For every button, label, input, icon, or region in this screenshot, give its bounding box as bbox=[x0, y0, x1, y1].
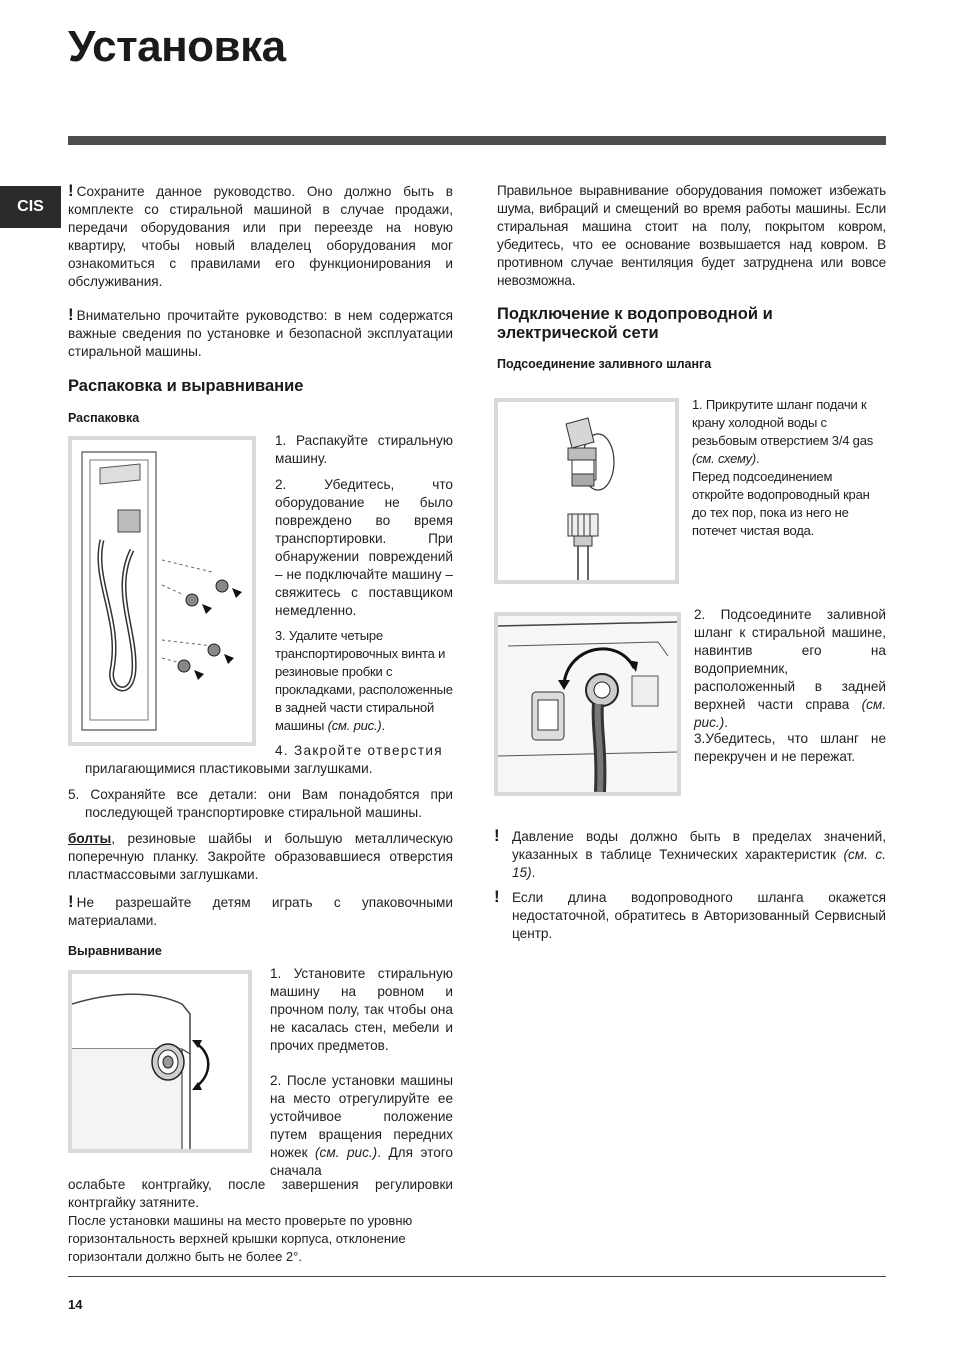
level-step-2-text: 2. После установки машины на место отрегулируйте ее устойчивое положение путем вращения передних ножек bbox=[270, 1073, 453, 1160]
hose-step-1-text: 1. Прикрутите шланг подачи к крану холодной воды с резьбовым отверстием 3/4 gas bbox=[692, 397, 874, 448]
unpack-step-2: 2. Убедитесь, что оборудование не было повреждено во время транспортировки. При обнаружении повреждений – не подключайте машину – свяжитесь с поставщиком немедленно. bbox=[275, 477, 453, 618]
level-step-2 bbox=[270, 1072, 453, 1180]
section-water-electric: Подключение к водопроводной и электрической сети bbox=[497, 305, 773, 342]
warning-icon: ! bbox=[68, 892, 74, 911]
note-read-manual-text: Внимательно прочитайте руководство: в нем содержатся важные сведения по установке и безопасной эксплуатации стиральной машины. bbox=[68, 308, 453, 359]
note-hose-length bbox=[494, 889, 886, 945]
note-keep-manual bbox=[68, 182, 453, 291]
level-step-2-continued: ослабьте контргайку, после завершения регулировки контргайку затяните. bbox=[68, 1177, 453, 1210]
unpack-step-3-end: . bbox=[381, 718, 385, 733]
section-unpack-level: Распаковка и выравнивание bbox=[68, 377, 304, 395]
warning-icon: ! bbox=[494, 887, 500, 906]
unpack-step-3-text: 3. Удалите четыре транспортировочных винта и резиновые пробки с прокладками, расположенные в задней части стиральной машины bbox=[275, 628, 453, 733]
bolts-word: болты bbox=[68, 831, 112, 846]
hose-step-2-ref: (см. рис.) bbox=[694, 697, 887, 730]
hose-step-2-text: 2. Подсоедините заливной шланг к стиральной машине, навинтив его на водоприемник, расположенный в задней верхней части справа bbox=[694, 607, 886, 712]
unpack-step-3 bbox=[275, 627, 453, 735]
bolts-rest: , резиновые шайбы и большую металлическую поперечную планку. Закройте образовавшиеся отверстия пластмассовыми заглушками. bbox=[68, 831, 453, 882]
level-step-2-ref: (см. рис.) bbox=[315, 1145, 378, 1160]
page-title: Установка bbox=[68, 22, 286, 71]
unpack-step-4a: 4. Закройте отверстия bbox=[275, 743, 443, 758]
hose-step-2 bbox=[694, 606, 886, 732]
leveling-foot-drawing bbox=[72, 974, 248, 1149]
hose-connection-drawing bbox=[498, 616, 677, 792]
unpack-step-1: 1. Распакуйте стиральную машину. bbox=[275, 433, 453, 466]
note-pressure-text: Давление воды должно быть в пределах значений, указанных в таблице Технических характеристик bbox=[512, 829, 886, 862]
note-water-pressure bbox=[494, 828, 886, 884]
figure-hose-connection bbox=[494, 612, 681, 796]
hose-step-2-end: . bbox=[724, 715, 729, 730]
language-tab: CIS bbox=[0, 186, 61, 228]
note-read-manual bbox=[68, 306, 453, 361]
note-hose-length-text: Если длина водопроводного шланга окажется недостаточной, обратитесь в Авторизованный Сервисный центр. bbox=[512, 890, 886, 941]
hose-step-1 bbox=[692, 396, 886, 540]
warning-icon: ! bbox=[68, 305, 74, 324]
note-pressure-end: . bbox=[531, 865, 536, 880]
unpack-step-4b: прилагающимися пластиковыми заглушками. bbox=[85, 761, 373, 776]
figure-transport-screws bbox=[68, 436, 256, 746]
level-step-1: 1. Установите стиральную машину на ровном и прочном полу, так чтобы она не касалась стен, мебели и прочих предметов. bbox=[270, 966, 453, 1053]
note-keep-manual-text: Сохраните данное руководство. Оно должно быть в комплекте со стиральной машиной в случае продажи, передачи оборудования или при переезде на новую квартиру, чтобы новый владелец оборудования мог ознакомиться с правилами его функционирования и обслуживания. bbox=[68, 184, 453, 289]
unpack-step-3-ref: (см. рис.) bbox=[327, 718, 382, 733]
hose-step-1-note: Перед подсоединением откройте водопроводный кран до тех пор, пока из него не потечет чистая вода. bbox=[692, 469, 870, 538]
header-rule bbox=[68, 136, 886, 145]
unpack-step-5: 5. Сохраняйте все детали: они Вам понадобятся при последующей транспортировке стиральной машины. bbox=[68, 787, 453, 820]
transport-screws-drawing bbox=[72, 440, 252, 742]
hose-step-1-end: . bbox=[756, 451, 760, 466]
hose-step-1-ref: (см. схему) bbox=[692, 451, 757, 466]
note-children bbox=[68, 893, 453, 930]
level-final: После установки машины на место проверьте по уровню горизонтальность верхней крышки корпуса, отклонение горизонтали должно быть не более 2°. bbox=[68, 1213, 413, 1264]
subsection-unpack: Распаковка bbox=[68, 411, 140, 425]
note-children-text: Не разрешайте детям играть с упаковочными материалами. bbox=[68, 895, 453, 928]
level-step-2-text-b: . Для этого сначала bbox=[270, 1145, 453, 1178]
tap-hose-drawing bbox=[498, 402, 675, 580]
figure-tap-hose bbox=[494, 398, 679, 584]
footer-rule bbox=[68, 1276, 886, 1277]
note-water-pressure-text bbox=[512, 828, 886, 882]
subsection-level: Выравнивание bbox=[68, 944, 162, 958]
bolts-paragraph bbox=[68, 830, 453, 884]
note-pressure-ref: (см. с. 15) bbox=[512, 847, 886, 880]
warning-icon: ! bbox=[68, 181, 74, 200]
subsection-hose: Подсоединение заливного шланга bbox=[497, 357, 712, 371]
level-intro: Правильное выравнивание оборудования поможет избежать шума, вибраций и смещений во время работы машины. Если стиральная машина стоит на полу, покрытом ковром, убедитесь, что ее основание возвышается над ковром. В противном случае вентиляция будет затруднена или вовсе невозможна. bbox=[497, 183, 886, 288]
page-number: 14 bbox=[68, 1297, 83, 1312]
warning-icon: ! bbox=[494, 826, 500, 845]
hose-step-3: 3.Убедитесь, что шланг не перекручен и не пережат. bbox=[694, 731, 886, 764]
figure-leveling-foot bbox=[68, 970, 252, 1153]
